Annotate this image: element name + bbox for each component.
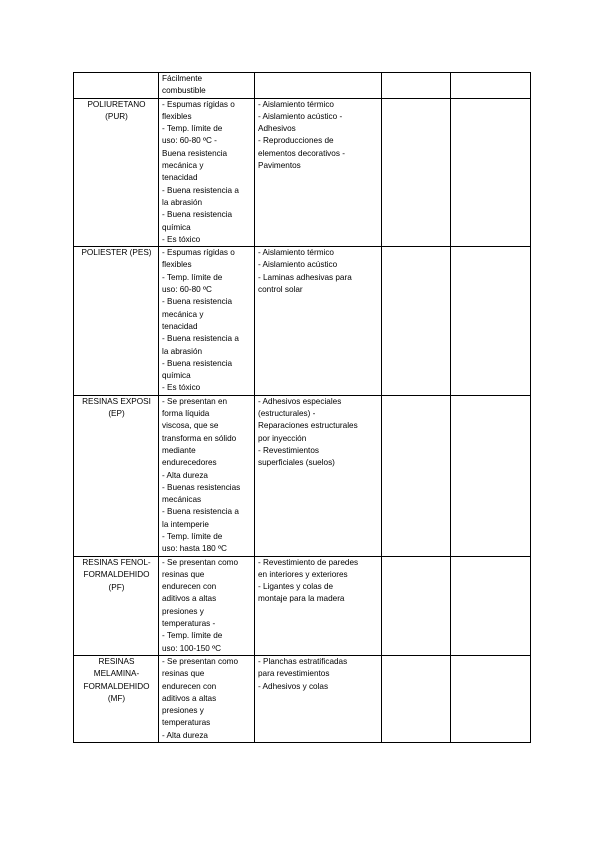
property-line: - Se presentan como bbox=[162, 557, 239, 567]
property-line: la abrasión bbox=[162, 197, 203, 207]
property-line: - Es tóxico bbox=[162, 234, 201, 244]
empty-cell bbox=[382, 395, 451, 556]
empty-cell bbox=[382, 73, 451, 99]
property-line: forma líquida bbox=[162, 409, 210, 419]
uses-cell bbox=[255, 73, 382, 99]
use-line: Pavimentos bbox=[258, 161, 301, 171]
use-line: - Aislamiento acústico - bbox=[258, 111, 343, 121]
property-line: endurecen con bbox=[162, 681, 217, 691]
table-row bbox=[74, 98, 531, 247]
properties-cell bbox=[159, 247, 255, 396]
use-line: - Aislamiento acústico bbox=[258, 260, 338, 270]
table-row bbox=[74, 395, 531, 556]
property-line: aditivos a altas bbox=[162, 594, 217, 604]
property-line: Buena resistencia bbox=[162, 148, 228, 158]
material-name-cell bbox=[74, 655, 159, 742]
property-line: uso: 100-150 ºC bbox=[162, 643, 221, 653]
use-line: - Ligantes y colas de bbox=[258, 582, 334, 592]
material-name-cell bbox=[74, 395, 159, 556]
property-line: presiones y bbox=[162, 606, 204, 616]
property-line: endurecen con bbox=[162, 582, 217, 592]
table-row bbox=[74, 556, 531, 655]
material-name-line: POLIESTER (PES) bbox=[81, 248, 152, 258]
use-line: - Laminas adhesivas para bbox=[258, 272, 352, 282]
table-row bbox=[74, 655, 531, 742]
property-line: - Se presentan como bbox=[162, 656, 239, 666]
empty-cell bbox=[451, 556, 531, 655]
property-line: - Alta dureza bbox=[162, 730, 208, 740]
empty-cell bbox=[382, 98, 451, 247]
property-line: uso: 60-80 ºC - bbox=[162, 136, 217, 146]
materials-table bbox=[73, 72, 531, 743]
property-line: aditivos a altas bbox=[162, 693, 217, 703]
use-line: - Aislamiento térmico bbox=[258, 99, 334, 109]
property-line: Fácilmente bbox=[162, 74, 203, 83]
uses-cell bbox=[255, 98, 382, 247]
property-line: temperaturas - bbox=[162, 619, 216, 629]
property-line: uso: hasta 180 ºC bbox=[162, 544, 227, 554]
use-line: (estructurales) - bbox=[258, 409, 316, 419]
properties-cell bbox=[159, 73, 255, 99]
property-line: - Buena resistencia bbox=[162, 297, 233, 307]
property-line: tenacidad bbox=[162, 173, 198, 183]
material-name-cell bbox=[74, 73, 159, 99]
property-line: - Buena resistencia a bbox=[162, 507, 239, 517]
material-name-line: (MF) bbox=[107, 694, 126, 704]
uses-cell bbox=[255, 247, 382, 396]
property-line: flexibles bbox=[162, 260, 192, 270]
use-line: Reparaciones estructurales bbox=[258, 421, 358, 431]
use-line: control solar bbox=[258, 285, 303, 295]
property-line: - Temp. límite de bbox=[162, 272, 223, 282]
use-line: - Aislamiento térmico bbox=[258, 248, 334, 258]
property-line: - Espumas rígidas o bbox=[162, 99, 235, 109]
property-line: - Se presentan en bbox=[162, 396, 228, 406]
properties-cell bbox=[159, 98, 255, 247]
material-name-line: (PUR) bbox=[105, 112, 128, 122]
uses-cell bbox=[255, 556, 382, 655]
property-line: uso: 60-80 ºC bbox=[162, 285, 212, 295]
property-line: - Buenas resistencias bbox=[162, 482, 241, 492]
property-line: flexibles bbox=[162, 111, 192, 121]
use-line: para revestimientos bbox=[258, 669, 330, 679]
property-line: resinas que bbox=[162, 569, 205, 579]
property-line: temperaturas bbox=[162, 718, 211, 728]
property-line: química bbox=[162, 371, 191, 381]
property-line: combustible bbox=[162, 86, 206, 96]
property-line: presiones y bbox=[162, 706, 204, 716]
material-name-line: FORMALDEHIDO bbox=[83, 681, 150, 691]
use-line: - Adhesivos especiales bbox=[258, 396, 342, 406]
material-name-line: RESINAS bbox=[98, 656, 135, 666]
property-line: mecánicas bbox=[162, 495, 202, 505]
table-row bbox=[74, 247, 531, 396]
use-line: Adhesivos bbox=[258, 124, 296, 134]
use-line: - Planchas estratificadas bbox=[258, 656, 348, 666]
property-line: - Buena resistencia bbox=[162, 210, 233, 220]
properties-cell bbox=[159, 556, 255, 655]
material-name-line: RESINAS FENOL- bbox=[82, 557, 151, 567]
material-name-cell bbox=[74, 98, 159, 247]
property-line: mecánica y bbox=[162, 309, 204, 319]
property-line: la abrasión bbox=[162, 346, 203, 356]
use-line: - Adhesivos y colas bbox=[258, 681, 329, 691]
properties-cell bbox=[159, 655, 255, 742]
empty-cell bbox=[451, 395, 531, 556]
material-name-line: FORMALDEHIDO bbox=[83, 570, 150, 580]
material-name-line: (EP) bbox=[108, 409, 125, 419]
empty-cell bbox=[451, 98, 531, 247]
property-line: - Espumas rígidas o bbox=[162, 248, 235, 258]
empty-cell bbox=[382, 556, 451, 655]
property-line: - Temp. límite de bbox=[162, 531, 223, 541]
property-line: - Alta dureza bbox=[162, 470, 208, 480]
property-line: transforma en sólido bbox=[162, 433, 237, 443]
property-line: - Buena resistencia bbox=[162, 358, 233, 368]
use-line: - Revestimiento de paredes bbox=[258, 557, 359, 567]
empty-cell bbox=[451, 73, 531, 99]
property-line: tenacidad bbox=[162, 321, 198, 331]
property-line: - Buena resistencia a bbox=[162, 185, 239, 195]
property-line: endurecedores bbox=[162, 458, 217, 468]
table-row bbox=[74, 73, 531, 99]
use-line: elementos decorativos - bbox=[258, 148, 345, 158]
property-line: mediante bbox=[162, 445, 196, 455]
property-line: química bbox=[162, 222, 191, 232]
properties-cell bbox=[159, 395, 255, 556]
material-name-line: POLIURETANO bbox=[87, 99, 146, 109]
empty-cell bbox=[451, 247, 531, 396]
property-line: - Temp. límite de bbox=[162, 124, 223, 134]
uses-cell bbox=[255, 395, 382, 556]
materials-table-body bbox=[74, 73, 531, 743]
use-line: - Reproducciones de bbox=[258, 136, 334, 146]
property-line: mecánica y bbox=[162, 161, 204, 171]
use-line: - Revestimientos bbox=[258, 445, 319, 455]
uses-cell bbox=[255, 655, 382, 742]
material-name-line: (PF) bbox=[108, 582, 125, 592]
use-line: superficiales (suelos) bbox=[258, 458, 335, 468]
material-name-line: MELAMINA- bbox=[93, 669, 140, 679]
use-line: en interiores y exteriores bbox=[258, 569, 348, 579]
property-line: resinas que bbox=[162, 669, 205, 679]
use-line: por inyección bbox=[258, 433, 307, 443]
material-name-cell bbox=[74, 247, 159, 396]
property-line: - Es tóxico bbox=[162, 383, 201, 393]
material-name-cell bbox=[74, 556, 159, 655]
empty-cell bbox=[382, 655, 451, 742]
empty-cell bbox=[451, 655, 531, 742]
empty-cell bbox=[382, 247, 451, 396]
property-line: - Buena resistencia a bbox=[162, 334, 239, 344]
use-line: montaje para la madera bbox=[258, 594, 345, 604]
property-line: - Temp. límite de bbox=[162, 631, 223, 641]
property-line: viscosa, que se bbox=[162, 421, 219, 431]
property-line: la intemperie bbox=[162, 519, 209, 529]
material-name-line: RESINAS EXPOSI bbox=[82, 396, 151, 406]
